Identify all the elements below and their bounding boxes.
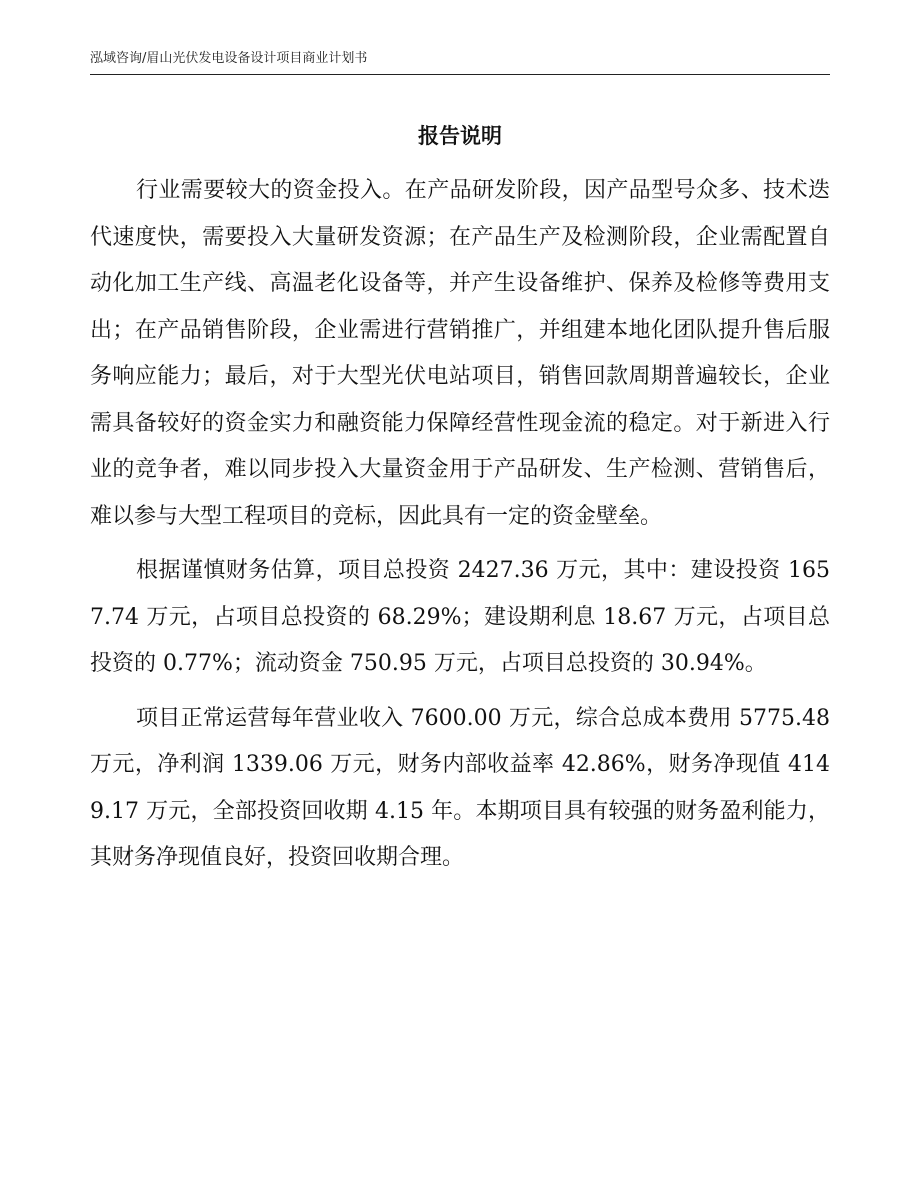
paragraph-funding-barrier: 行业需要较大的资金投入。在产品研发阶段，因产品型号众多、技术迭代速度快，需要投入大量研发资源；在产品生产及检测阶段，企业需配置自动化加工生产线、高温老化设备等，并产生设备维护、保养及检修等费用支出；在产品销售阶段，企业需进行营销推广，并组建本地化团队提升售后服务响应能力；最后，对于大型光伏电站项目，销售回款周期普遍较长，企业需具备较好的资金实力和融资能力保障经营性现金流的稳定。对于新进入行业的竞争者，难以同步投入大量资金用于产品研发、生产检测、营销售后，难以参与大型工程项目的竞标，因此具有一定的资金壁垒。 — [90, 178, 830, 529]
report-title: 报告说明 — [418, 124, 502, 148]
paragraph-financial-returns: 项目正常运营每年营业收入 7600.00 万元，综合总成本费用 5775.48 万元，净利润 1339.06 万元，财务内部收益率 42.86%，财务净现值 4149.17 万元，全部投资回收期 4.15 年。本期项目具有较强的财务盈利能力，其财务净现值良好，投资回收期合理。 — [90, 705, 830, 870]
report-body — [90, 168, 830, 882]
paragraph-investment-estimate: 根据谨慎财务估算，项目总投资 2427.36 万元，其中：建设投资 1657.74 万元，占项目总投资的 68.29%；建设期利息 18.67 万元，占项目总投资的 0.77%；流动资金 750.95 万元，占项目总投资的 30.94%。 — [90, 558, 830, 676]
running-header: 泓域咨询/眉山光伏发电设备设计项目商业计划书 — [90, 50, 830, 75]
